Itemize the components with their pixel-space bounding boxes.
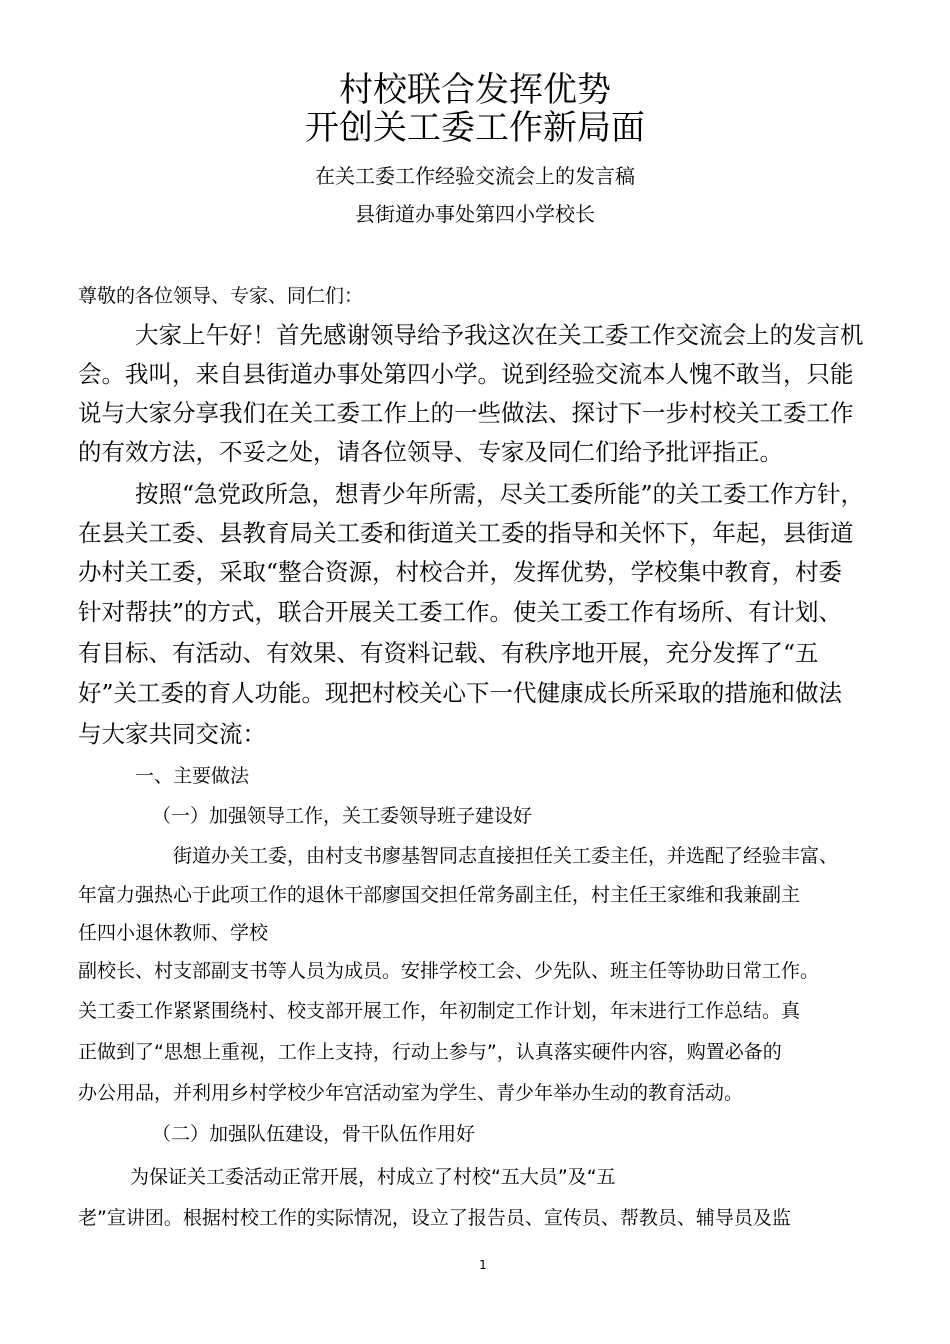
paragraph-1-line: 会。我叫，来自县街道办事处第四小学。说到经验交流本人愧不敢当，只能 <box>78 360 854 388</box>
salutation: 尊敬的各位领导、专家、同仁们： <box>78 285 364 307</box>
paragraph-2-line: 办村关工委，采取“整合资源，村校合并，发挥优势，学校集中教育，村委 <box>78 558 843 586</box>
paragraph-2-line: 在县关工委、县教育局关工委和街道关工委的指导和关怀下，年起，县街道 <box>78 519 854 547</box>
section-heading-1: 一、主要做法 <box>135 765 250 787</box>
paragraph-3-line: 任四小退休教师、学校 <box>78 922 269 944</box>
paragraph-2-line: 有目标、有活动、有效果、有资料记载、有秩序地开展，充分发挥了“五 <box>78 639 819 667</box>
document-title-line-1: 村校联合发挥优势 <box>339 70 611 110</box>
section-heading-1-2: （二）加强队伍建设，骨干队伍作用好 <box>152 1123 476 1145</box>
page-number: 1 <box>479 1258 487 1272</box>
document-title-line-2: 开创关工委工作新局面 <box>305 108 645 148</box>
paragraph-2-line: 针对帮扶”的方式，联合开展关工委工作。使关工委工作有场所、有计划、 <box>78 598 843 626</box>
paragraph-2-line: 与大家共同交流： <box>78 720 266 748</box>
document-author: 县街道办事处第四小学校长 <box>355 202 595 226</box>
paragraph-2-line: 按照“急党政所急，想青少年所需，尽关工委所能”的关工委工作方针， <box>135 480 865 508</box>
paragraph-3-line: 街道办关工委，由村支书廖基智同志直接担任关工委主任，并选配了经验丰富、 <box>173 845 839 867</box>
paragraph-4-line: 为保证关工委活动正常开展，村成立了村校“五大员”及“五 <box>130 1166 616 1188</box>
paragraph-4-line: 老”宣讲团。根据村校工作的实际情况，设立了报告员、宣传员、帮教员、辅导员及监 <box>78 1207 791 1229</box>
paragraph-1-line: 大家上午好！首先感谢领导给予我这次在关工委工作交流会上的发言机 <box>135 321 864 349</box>
paragraph-3-line: 办公用品，并利用乡村学校少年宫活动室为学生、青少年举办生动的教育活动。 <box>78 1082 744 1104</box>
paragraph-3-line: 年富力强热心于此项工作的退休干部廖国交担任常务副主任，村主任王家维和我兼副主 <box>78 884 801 906</box>
paragraph-3-line: 副校长、村支部副支书等人员为成员。安排学校工会、少先队、班主任等协助日常工作。 <box>78 960 820 982</box>
section-heading-1-1: （一）加强领导工作，关工委领导班子建设好 <box>152 805 533 827</box>
document-subtitle: 在关工委工作经验交流会上的发言稿 <box>315 164 635 188</box>
paragraph-3-line: 正做到了“思想上重视，工作上支持，行动上参与”，认真落实硬件内容，购置必备的 <box>78 1041 782 1063</box>
paragraph-1-line: 说与大家分享我们在关工委工作上的一些做法、探讨下一步村校关工委工作 <box>78 399 854 427</box>
paragraph-3-line: 关工委工作紧紧围绕村、校支部开展工作，年初制定工作计划，年末进行工作总结。真 <box>78 1000 801 1022</box>
paragraph-2-line: 好”关工委的育人功能。现把村校关心下一代健康成长所采取的措施和做法 <box>78 679 843 707</box>
paragraph-1-line: 的有效方法，不妥之处，请各位领导、专家及同仁们给予批评指正。 <box>78 438 783 466</box>
